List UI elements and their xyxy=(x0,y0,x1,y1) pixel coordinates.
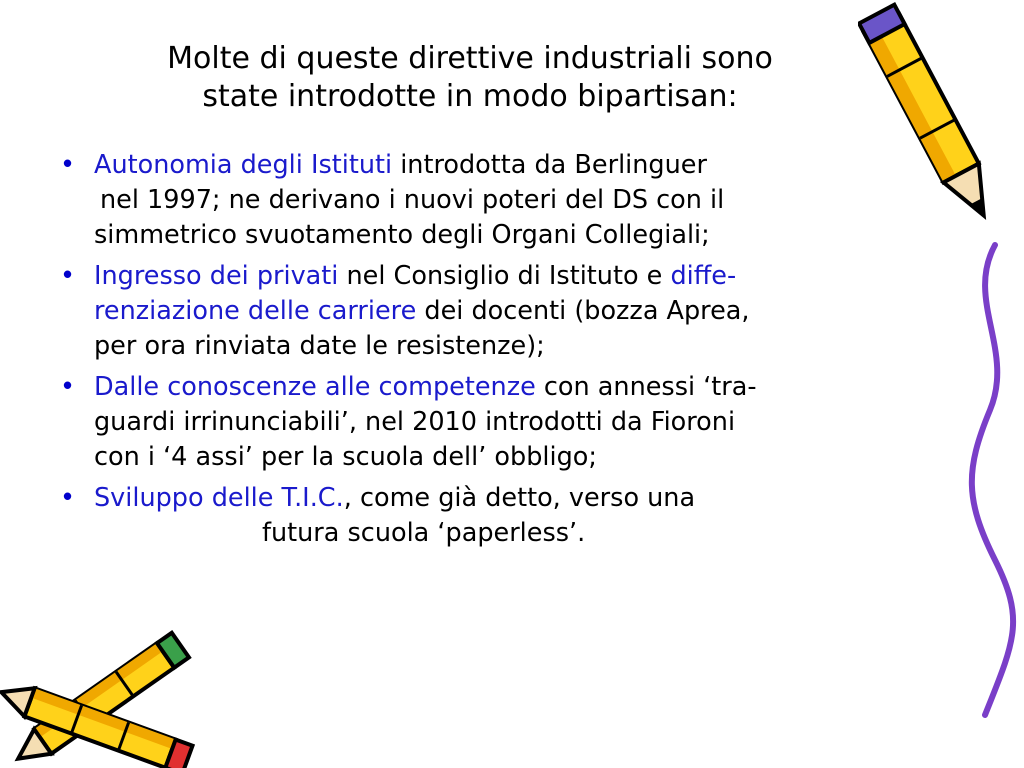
bullet-2-text-2: dei docenti (bozza Aprea, xyxy=(416,296,750,326)
bullet-3-line-2: guardi irrinunciabili’, nel 2010 introdotti da Fioroni xyxy=(94,407,736,437)
bullet-2-highlight: Ingresso dei privati xyxy=(94,261,339,291)
bullet-4-highlight: Sviluppo delle T.I.C. xyxy=(94,483,344,513)
slide-title xyxy=(60,40,880,116)
squiggle-line-right-icon xyxy=(955,240,1024,720)
bullet-2-highlight-2: diffe- xyxy=(670,261,737,291)
pencils-bottom-left-icon xyxy=(0,618,210,768)
pencil-top-right-icon xyxy=(858,0,1008,245)
bullet-2-line-3: per ora rinviata date le resistenze); xyxy=(94,331,545,361)
bullet-list xyxy=(54,148,964,557)
bullet-3-line-3: con i ‘4 assi’ per la scuola dell’ obbligo; xyxy=(94,442,597,472)
bullet-1-highlight: Autonomia degli Istituti xyxy=(94,150,393,180)
bullet-dot: • xyxy=(60,483,76,513)
slide-title-line-1: Molte di queste direttive industriali sono xyxy=(167,41,773,76)
bullet-dot: • xyxy=(60,261,76,291)
slide-title-line-2: state introdotte in modo bipartisan: xyxy=(202,79,738,114)
bullet-2-text: nel Consiglio di Istituto e xyxy=(338,261,671,291)
bullet-dot: • xyxy=(60,150,76,180)
bullet-dot: • xyxy=(60,372,76,402)
bullet-4-text: , come già detto, verso una xyxy=(343,483,696,513)
bullet-item-tic xyxy=(54,481,964,551)
bullet-1-line-3: simmetrico svuotamento degli Organi Collegiali; xyxy=(94,220,710,250)
bullet-4-line-2: futura scuola ‘paperless’. xyxy=(262,518,586,548)
bullet-3-text: con annessi ‘tra- xyxy=(535,372,757,402)
bullet-item-competenze xyxy=(54,370,964,475)
bullet-item-autonomia xyxy=(54,148,964,253)
bullet-2-highlight-3: renziazione delle carriere xyxy=(94,296,417,326)
bullet-1-line-2: nel 1997; ne derivano i nuovi poteri del DS con il xyxy=(100,185,725,215)
bullet-3-highlight: Dalle conoscenze alle competenze xyxy=(94,372,536,402)
bullet-1-text: introdotta da Berlinguer xyxy=(392,150,707,180)
bullet-item-ingresso xyxy=(54,259,964,364)
